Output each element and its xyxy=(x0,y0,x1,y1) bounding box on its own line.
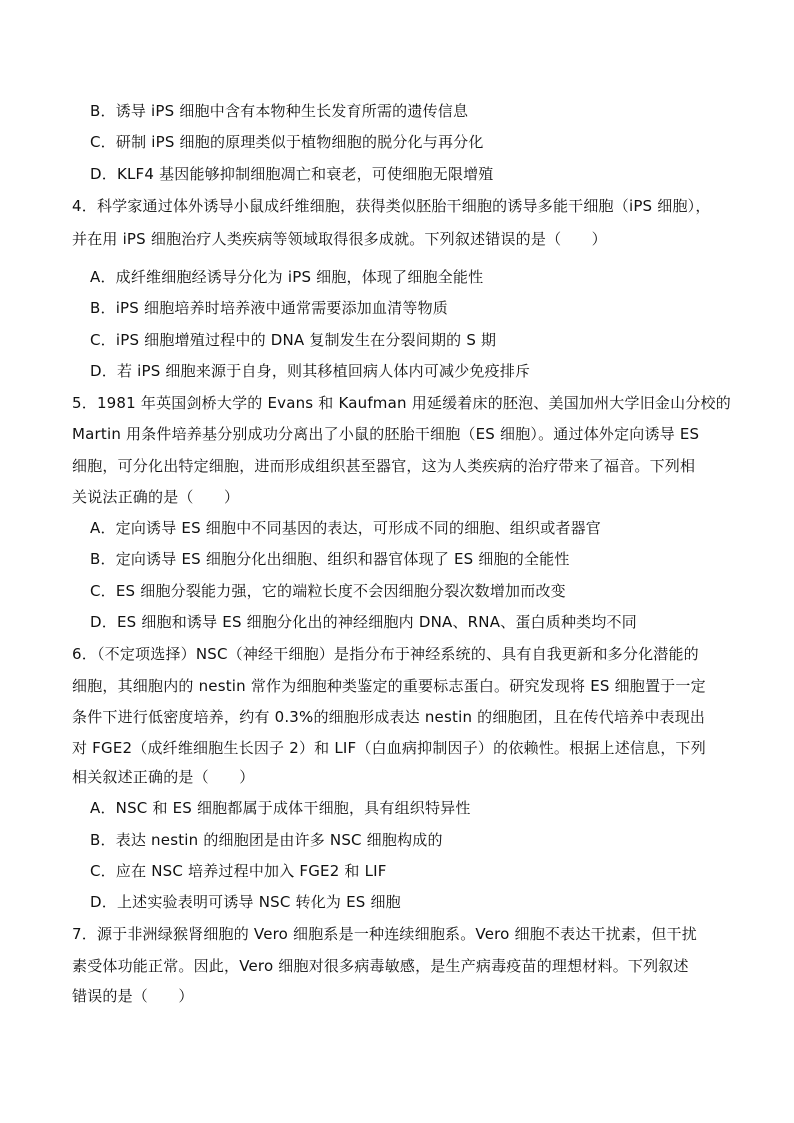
q3-option-b: B．诱导 iPS 细胞中含有本物种生长发育所需的遗传信息 xyxy=(90,102,469,120)
q6-option-b: B．表达 nestin 的细胞团是由许多 NSC 细胞构成的 xyxy=(90,831,443,849)
q6-stem-line-2: 细胞，其细胞内的 nestin 常作为细胞种类鉴定的重要标志蛋白。研究发现将 ES 细胞置于一定 xyxy=(72,677,706,695)
q5-option-c: C．ES 细胞分裂能力强，它的端粒长度不会因细胞分裂次数增加而改变 xyxy=(90,582,566,600)
q4-option-d: D．若 iPS 细胞来源于自身，则其移植回病人体内可减少免疫排斥 xyxy=(90,362,531,380)
q5-stem-line-1: 5．1981 年英国剑桥大学的 Evans 和 Kaufman 用延缓着床的胚泡、美国加州大学旧金山分校的 xyxy=(72,394,731,412)
q7-stem-line-3: 错误的是（ ） xyxy=(72,987,194,1005)
q5-stem-line-3: 细胞，可分化出特定细胞，进而形成组织甚至器官，这为人类疾病的治疗带来了福音。下列相 xyxy=(72,457,696,475)
q5-option-d: D．ES 细胞和诱导 ES 细胞分化出的神经细胞内 DNA、RNA、蛋白质种类均不同 xyxy=(90,613,637,631)
q6-option-c: C．应在 NSC 培养过程中加入 FGE2 和 LIF xyxy=(90,862,387,880)
q6-stem-line-1: 6．（不定项选择）NSC（神经干细胞）是指分布于神经系统的、具有自我更新和多分化潜能的 xyxy=(72,645,699,663)
q6-stem-line-5: 相关叙述正确的是（ ） xyxy=(72,768,255,786)
q5-option-a: A．定向诱导 ES 细胞中不同基因的表达，可形成不同的细胞、组织或者器官 xyxy=(90,519,601,537)
q7-stem-line-2: 素受体功能正常。因此，Vero 细胞对很多病毒敏感，是生产病毒疫苗的理想材料。下列叙述 xyxy=(72,957,689,975)
q4-stem-line-2: 并在用 iPS 细胞治疗人类疾病等领域取得很多成就。下列叙述错误的是（ ） xyxy=(72,230,607,248)
q6-option-d: D．上述实验表明可诱导 NSC 转化为 ES 细胞 xyxy=(90,893,401,911)
q4-stem-line-1: 4．科学家通过体外诱导小鼠成纤维细胞，获得类似胚胎干细胞的诱导多能干细胞（iPS 细胞）， xyxy=(72,197,711,215)
q6-stem-line-4: 对 FGE2（成纤维细胞生长因子 2）和 LIF（白血病抑制因子）的依赖性。根据上述信息，下列 xyxy=(72,739,706,757)
q4-option-c: C．iPS 细胞增殖过程中的 DNA 复制发生在分裂间期的 S 期 xyxy=(90,331,497,349)
q5-stem-line-2: Martin 用条件培养基分别成功分离出了小鼠的胚胎干细胞（ES 细胞）。通过体外定向诱导 ES xyxy=(72,425,700,443)
q7-stem-line-1: 7．源于非洲绿猴肾细胞的 Vero 细胞系是一种连续细胞系。Vero 细胞不表达干扰素，但干扰 xyxy=(72,925,697,943)
q5-stem-line-4: 关说法正确的是（ ） xyxy=(72,488,240,506)
q5-option-b: B．定向诱导 ES 细胞分化出细胞、组织和器官体现了 ES 细胞的全能性 xyxy=(90,550,570,568)
q4-option-a: A．成纤维细胞经诱导分化为 iPS 细胞，体现了细胞全能性 xyxy=(90,268,484,286)
q6-option-a: A．NSC 和 ES 细胞都属于成体干细胞，具有组织特异性 xyxy=(90,799,471,817)
q3-option-d: D．KLF4 基因能够抑制细胞凋亡和衰老，可使细胞无限增殖 xyxy=(90,165,494,183)
q4-option-b: B．iPS 细胞培养时培养液中通常需要添加血清等物质 xyxy=(90,299,448,317)
q6-stem-line-3: 条件下进行低密度培养，约有 0.3%的细胞形成表达 nestin 的细胞团，且在传代培养中表现出 xyxy=(72,708,706,726)
q3-option-c: C．研制 iPS 细胞的原理类似于植物细胞的脱分化与再分化 xyxy=(90,133,484,151)
